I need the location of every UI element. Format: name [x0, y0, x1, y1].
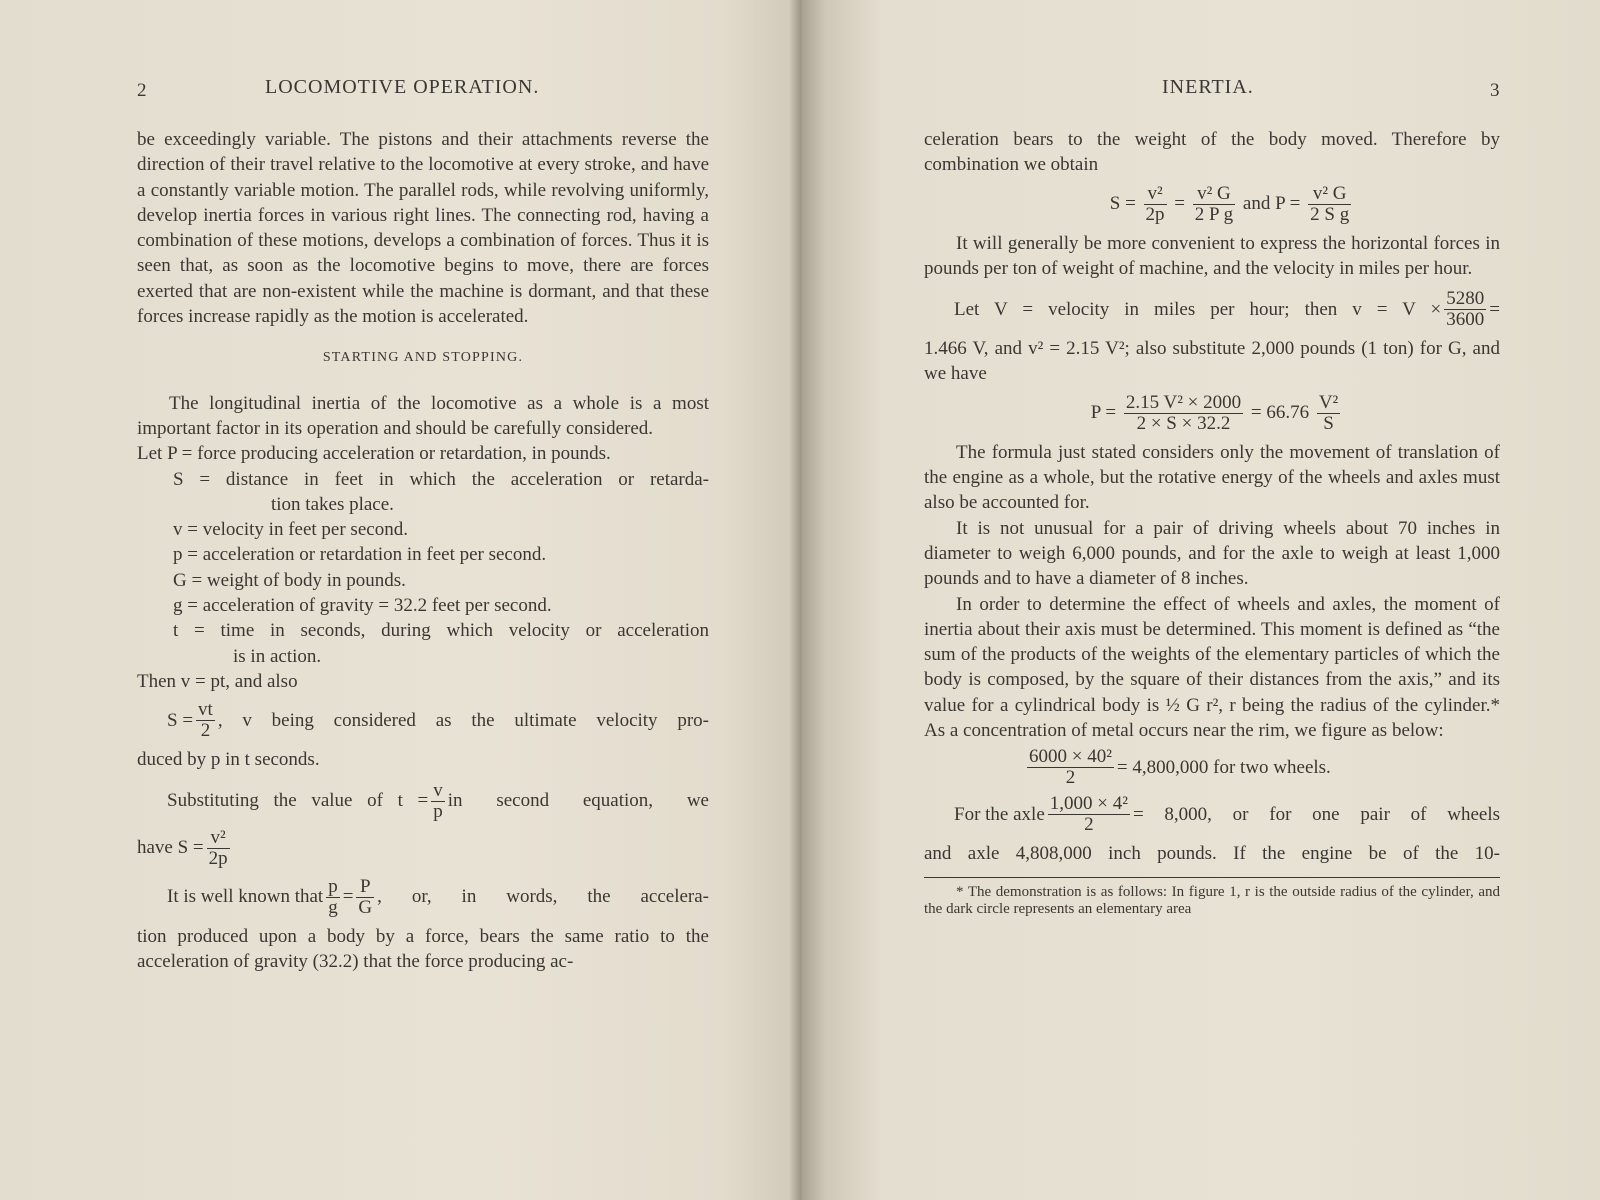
eqB-mid: = 66.76 [1250, 401, 1310, 423]
definition-t-continued: is in action. [233, 645, 322, 667]
eqC-numerator: 6000 × 40² [1029, 746, 1112, 768]
left-running-head: LOCOMOTIVE OPERATION. [265, 76, 540, 98]
known-fraction-1 [326, 877, 340, 918]
subst-fraction [431, 781, 445, 822]
eqC-denominator: 2 [1065, 767, 1076, 789]
eqD-fraction [1048, 794, 1130, 835]
eq1-numerator: vt [198, 699, 213, 721]
known-numerator-2: P [356, 877, 374, 898]
eqD-denominator: 2 [1084, 814, 1094, 836]
have-S-line [137, 828, 709, 869]
known-suffix: , or, in words, the accelera- [377, 886, 709, 908]
right-paragraph-1: celeration bears to the weight of the body moved. Therefore by combination we obtain [924, 129, 1500, 176]
left-page-number: 2 [137, 80, 147, 101]
known-fraction-2 [356, 877, 374, 918]
eq1-denominator: 2 [200, 720, 211, 742]
eq1-continuation: duced by p in t seconds. [137, 749, 320, 771]
eqA-denominator-1: 2p [1145, 203, 1165, 225]
eq1-prefix: S = [167, 710, 194, 732]
equation-P-66 [924, 393, 1500, 434]
definitions-list [137, 467, 709, 669]
let-numerator: 5280 [1446, 288, 1485, 310]
right-text-column [924, 127, 1500, 918]
known-prefix: It is well known that [167, 886, 324, 908]
subst-suffix: in second equation, we [447, 790, 709, 812]
section-heading: STARTING AND STOPPING. [322, 350, 524, 366]
eqA-fraction-3 [1308, 184, 1351, 225]
equation-wheels [924, 747, 1500, 788]
let-prefix: Let V = velocity in miles per hour; then v = V × [954, 299, 1442, 321]
subst-denominator: p [433, 800, 443, 822]
right-paragraph-2: It will generally be more convenient to express the horizontal forces in pounds per ton of weight of machine, and the velocity in miles per hour. [924, 232, 1500, 279]
left-paragraph-1: be exceedingly variable. The pistons and their attachments reverse the direction of their travel relative to the locomotive at every stroke, and have a constantly variable motion. The parallel rods, while revolving uniformly, develop inertia forces in various right lines. The connecting rod, having a combination of these motions, develops a combination of forces. Thus it is seen that, as soon as the locomotive begins to move, there are forces exerted that are non-existent while the machine is dormant, and that these forces increase rapidly as the motion is accelerated. [137, 129, 709, 328]
eqB-fraction-2 [1317, 393, 1340, 434]
known-numerator-1: p [328, 875, 338, 897]
right-running-head: INERTIA. [1162, 76, 1254, 98]
definition-g: g = acceleration of gravity = 32.2 feet per second. [173, 595, 552, 617]
eqA-denominator-3: 2 S g [1310, 203, 1350, 225]
right-paragraph-6: In order to determine the effect of wheels and axles, the moment of inertia about their axis must be determined. This moment is defined as “the sum of the products of the weights of the elementary particles of which the body is composed, by the square of their distances from the axis,” and its value for a cylindrical body is ½ G r², r being the radius of the cylinder.* As a concentration of metal occurs near the rim, we figure as below: [924, 593, 1500, 742]
eqB-numerator: 2.15 V² × 2000 [1125, 391, 1242, 413]
let-V-line [924, 289, 1500, 330]
eqD-numerator: 1,000 × 4² [1049, 793, 1128, 815]
eqA-S: S = [1109, 192, 1136, 214]
definition-S: S = distance in feet in which the acceleration or retarda- [173, 468, 709, 490]
right-paragraph-7: and axle 4,808,000 inch pounds. If the engine be of the 10- [924, 843, 1500, 865]
eqA-denominator-2: 2 P g [1194, 203, 1234, 225]
substitution-line [137, 781, 709, 822]
definition-t: t = time in seconds, during which velocity or acceleration [173, 620, 709, 642]
right-page-number: 3 [1490, 80, 1500, 101]
eqB-P: P = [1090, 401, 1117, 423]
eqA-numerator-3: v² G [1308, 184, 1351, 205]
then-line: Then v = pt, and also [137, 670, 298, 692]
known-denominator-1: g [328, 896, 338, 918]
definition-intro: Let P = force producing acceleration or retardation, in pounds. [137, 443, 611, 465]
eqA-and: and P = [1242, 192, 1301, 214]
definition-v: v = velocity in feet per second. [173, 519, 408, 541]
eqB-denominator-2: S [1323, 412, 1334, 434]
subst-numerator: v [433, 779, 443, 801]
left-paragraph-3: tion produced upon a body by a force, bears the same ratio to the acceleration of gravity (32.2) that the force producing ac- [137, 925, 709, 972]
equation-S-vt [137, 700, 709, 741]
right-page [802, 0, 1600, 1200]
let-fraction [1444, 289, 1486, 330]
eqA-fraction-1 [1144, 184, 1167, 225]
eqC-fraction [1027, 747, 1114, 788]
eqB-numerator-2: V² [1318, 391, 1339, 413]
definition-G: G = weight of body in pounds. [173, 569, 406, 591]
subst-prefix: Substituting the value of t = [167, 790, 429, 812]
right-paragraph-4: The formula just stated considers only the movement of translation of the engine as a whole, but the rotative energy of the wheels and axles must also be accounted for. [924, 441, 1500, 514]
let-suffix: = [1489, 299, 1500, 321]
eq1-fraction [196, 700, 215, 741]
footnote: * The demonstration is as follows: In figure 1, r is the outside radius of the cylinder, and the dark circle represents an elementary area [924, 883, 1500, 917]
eqB-denominator: 2 × S × 32.2 [1136, 412, 1231, 434]
eqD-prefix: For the axle [954, 804, 1045, 826]
eqC-suffix: = 4,800,000 for two wheels. [1116, 757, 1331, 779]
left-text-column [137, 127, 709, 974]
definition-S-continued: tion takes place. [271, 493, 394, 515]
eqA-numerator-2: v² G [1193, 184, 1235, 205]
footnote-rule [924, 877, 1500, 878]
equation-combination: S = $\frac{\text{v²}}{2p}$ = $\frac{\text{v² G}}{\text{2 P g}}$ and P = $\frac{\text{v² G}}{\text{2 S g}}$ [1109, 182, 1350, 225]
known-denominator-2: G [358, 896, 373, 918]
eqB-fraction-1 [1124, 393, 1243, 434]
eq1-suffix: , v being considered as the ultimate velocity pro- [217, 710, 709, 732]
eqA-numerator-1: v² [1144, 184, 1167, 205]
right-paragraph-3: 1.466 V, and v² = 2.15 V²; also substitute 2,000 pounds (1 ton) for G, and we have [924, 338, 1500, 385]
have-fraction [207, 828, 230, 869]
right-paragraph-5: It is not unusual for a pair of driving wheels about 70 inches in diameter to weigh 6,000 pounds, and for the axle to weigh at least 1,000 pounds and to have a diameter of 8 inches. [924, 517, 1500, 590]
have-prefix: have S = [137, 837, 204, 859]
equation-axle [924, 794, 1500, 835]
let-denominator: 3600 [1446, 309, 1485, 331]
have-numerator: v² [207, 828, 230, 849]
well-known-line: It is well known that $\frac{p}{g}$ = $\frac{P}{G}$ , or, in words, the accelera- [167, 875, 709, 918]
have-denominator: 2p [208, 847, 228, 869]
eqD-suffix: = 8,000, or for one pair of wheels [1132, 804, 1500, 826]
eqA-fraction-2 [1193, 184, 1235, 225]
left-paragraph-2: The longitudinal inertia of the locomotive as a whole is a most important factor in its operation and should be carefully considered. [137, 392, 709, 439]
definition-p: p = acceleration or retardation in feet per second. [173, 544, 547, 566]
